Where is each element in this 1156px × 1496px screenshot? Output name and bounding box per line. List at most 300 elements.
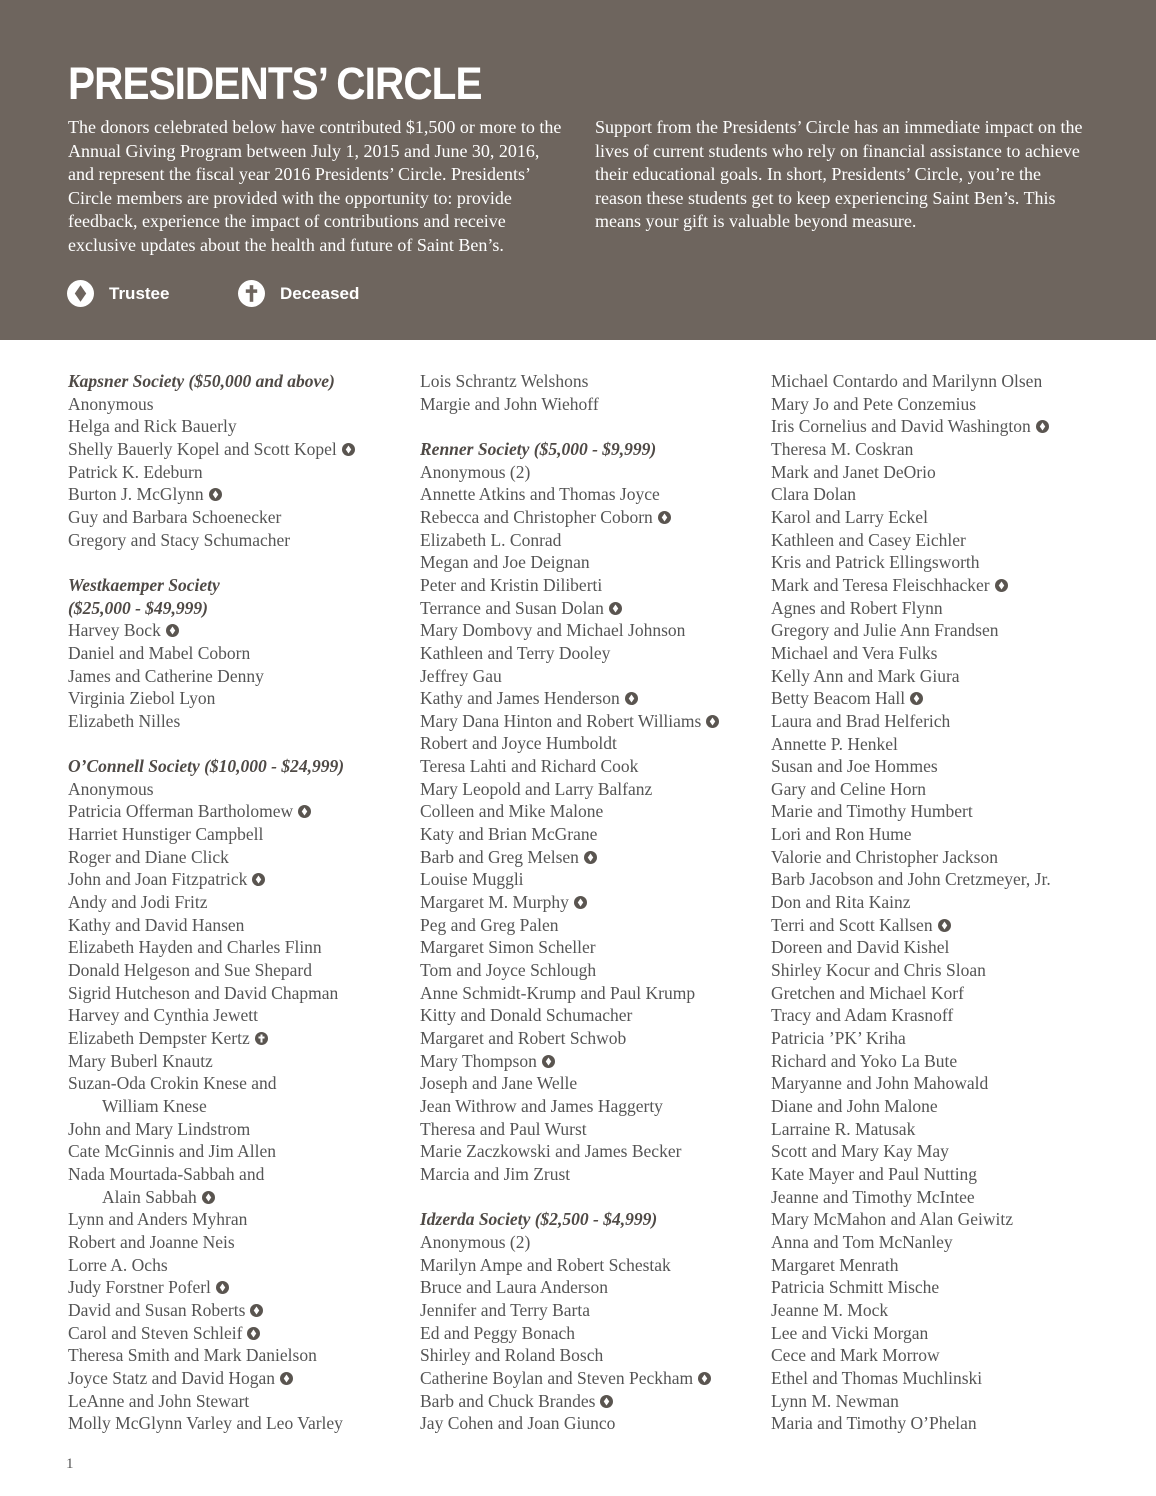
donor-name-text: William Knese bbox=[102, 1095, 207, 1116]
donor-name-text: Peg and Greg Palen bbox=[420, 914, 559, 935]
donor-name-text: Terri and Scott Kallsen bbox=[771, 914, 933, 935]
donor-name bbox=[68, 868, 408, 891]
trustee-diamond-icon bbox=[706, 715, 719, 728]
donor-name bbox=[68, 461, 408, 484]
donor-name-text: Mary Dana Hinton and Robert Williams bbox=[420, 710, 702, 731]
donor-name-text: Lynn and Anders Myhran bbox=[68, 1209, 248, 1230]
donor-name bbox=[420, 823, 760, 846]
donor-name bbox=[68, 823, 408, 846]
donor-name-text: Alain Sabbah bbox=[102, 1186, 197, 1207]
donor-name-text: Laura and Brad Helferich bbox=[771, 710, 951, 731]
donor-name-text: Michael Contardo and Marilynn Olsen bbox=[771, 371, 1043, 391]
donor-name bbox=[771, 936, 1121, 959]
donor-name bbox=[420, 529, 760, 552]
society-heading-text: Renner Society ($5,000 - $9,999) bbox=[420, 438, 657, 459]
donor-name-text: Anonymous bbox=[68, 393, 154, 414]
donor-name-text: Mary Leopold and Larry Balfanz bbox=[420, 778, 653, 799]
donor-name-text: Tom and Joyce Schlough bbox=[420, 960, 597, 981]
donor-name bbox=[68, 1412, 408, 1435]
donor-name bbox=[771, 1004, 1121, 1027]
donor-name-text: Annette Atkins and Thomas Joyce bbox=[420, 484, 660, 505]
donor-name-text: Shirley Kocur and Chris Sloan bbox=[771, 960, 986, 981]
donor-name-text: Kathy and James Henderson bbox=[420, 688, 620, 709]
donor-name-text: Louise Muggli bbox=[420, 869, 524, 890]
donor-name bbox=[68, 1367, 408, 1390]
donor-name-text: Jeffrey Gau bbox=[420, 665, 502, 686]
donor-name bbox=[771, 1367, 1121, 1390]
donor-name-text: Kitty and Donald Schumacher bbox=[420, 1005, 633, 1026]
donor-name-text: Daniel and Mabel Coborn bbox=[68, 642, 251, 663]
donor-name bbox=[420, 1390, 760, 1413]
donor-name-text: Kate Mayer and Paul Nutting bbox=[771, 1163, 978, 1184]
donor-name bbox=[68, 710, 408, 733]
donor-name-text: Gregory and Julie Ann Frandsen bbox=[771, 620, 999, 641]
donor-name bbox=[771, 959, 1121, 982]
donor-name bbox=[68, 959, 408, 982]
donor-name bbox=[771, 823, 1121, 846]
donor-name bbox=[420, 1322, 760, 1345]
donor-name-text: Helga and Rick Bauerly bbox=[68, 416, 237, 437]
donor-name bbox=[420, 1412, 760, 1435]
donor-name-text: Mary Jo and Pete Conzemius bbox=[771, 393, 977, 414]
donor-name bbox=[771, 574, 1121, 597]
donor-name bbox=[771, 461, 1121, 484]
donor-name-text: Elizabeth L. Conrad bbox=[420, 529, 562, 550]
donor-name bbox=[771, 1186, 1121, 1209]
section-gap bbox=[68, 551, 408, 574]
donor-name bbox=[420, 642, 760, 665]
trustee-diamond-icon bbox=[1036, 420, 1049, 433]
donor-name-text: Colleen and Mike Malone bbox=[420, 801, 604, 822]
donor-name-text: Jeanne M. Mock bbox=[771, 1299, 889, 1320]
donor-name bbox=[420, 1140, 760, 1163]
donor-name bbox=[420, 778, 760, 801]
donor-name bbox=[771, 891, 1121, 914]
donor-name bbox=[771, 755, 1121, 778]
trustee-diamond-icon bbox=[609, 602, 622, 615]
donor-name bbox=[68, 1140, 408, 1163]
donor-name bbox=[771, 710, 1121, 733]
donor-name-text: Margaret Simon Scheller bbox=[420, 937, 596, 958]
donor-name bbox=[771, 642, 1121, 665]
donor-name bbox=[771, 1095, 1121, 1118]
donor-name bbox=[771, 1344, 1121, 1367]
donor-name bbox=[771, 914, 1121, 937]
donor-name-text: Kathleen and Terry Dooley bbox=[420, 642, 611, 663]
donor-name bbox=[420, 687, 760, 710]
donor-name bbox=[771, 529, 1121, 552]
donor-name-text: Doreen and David Kishel bbox=[771, 937, 950, 958]
donor-name-text: Elizabeth Dempster Kertz bbox=[68, 1028, 250, 1048]
donor-name-text: Elizabeth Hayden and Charles Flinn bbox=[68, 937, 322, 958]
donor-name bbox=[771, 1322, 1121, 1345]
society-heading-text: Westkaemper Society bbox=[68, 574, 220, 595]
section-gap bbox=[420, 415, 760, 438]
donor-name bbox=[771, 846, 1121, 869]
donor-name bbox=[68, 687, 408, 710]
donor-name bbox=[420, 1050, 760, 1073]
donor-name bbox=[771, 1072, 1121, 1095]
donor-name bbox=[68, 1118, 408, 1141]
donor-name bbox=[420, 393, 760, 416]
donor-name bbox=[420, 1027, 760, 1050]
donor-name-text: Catherine Boylan and Steven Peckham bbox=[420, 1367, 694, 1388]
intro-paragraph-left: The donors celebrated below have contributed $1,500 or more to the Annual Giving Program between July 1, 2015 and June 30, 2016, and represent the fiscal year 2016 Presidents’ Circle. Presidents’ Circle members are provided with the opportunity to: provide feedback, experience the impact of contributions and receive exclusive updates about the health and future of Saint Ben’s. bbox=[68, 117, 562, 255]
trustee-diamond-icon bbox=[216, 1281, 229, 1294]
donor-name bbox=[420, 936, 760, 959]
donor-name-text: Anonymous (2) bbox=[420, 1231, 531, 1252]
society-heading bbox=[68, 574, 408, 597]
donor-name-text: Larraine R. Matusak bbox=[771, 1118, 916, 1139]
donor-name-text: Marie Zaczkowski and James Becker bbox=[420, 1141, 682, 1162]
donor-name bbox=[420, 800, 760, 823]
trustee-diamond-icon bbox=[252, 873, 265, 886]
donor-name-text: Gary and Celine Horn bbox=[771, 778, 927, 799]
donor-name-text: Robert and Joanne Neis bbox=[68, 1231, 235, 1252]
header-banner bbox=[0, 0, 1156, 340]
donor-name bbox=[771, 1050, 1121, 1073]
donor-name bbox=[420, 551, 760, 574]
donor-name-text: Peter and Kristin Diliberti bbox=[420, 574, 603, 595]
donor-name bbox=[771, 597, 1121, 620]
donor-name bbox=[771, 982, 1121, 1005]
donor-name bbox=[771, 1027, 1121, 1050]
trustee-diamond-icon bbox=[247, 1327, 260, 1340]
donor-name-text: Mary McMahon and Alan Geiwitz bbox=[771, 1209, 1014, 1230]
donor-name bbox=[68, 1095, 408, 1118]
donor-name bbox=[68, 529, 408, 552]
donor-name bbox=[420, 1367, 760, 1390]
society-heading bbox=[68, 597, 408, 620]
donor-name bbox=[420, 1344, 760, 1367]
donor-name bbox=[420, 1095, 760, 1118]
donor-name bbox=[420, 619, 760, 642]
donor-name-text: Virginia Ziebol Lyon bbox=[68, 688, 216, 709]
donor-name-text: Cate McGinnis and Jim Allen bbox=[68, 1141, 277, 1162]
donor-name bbox=[420, 914, 760, 937]
donor-name bbox=[420, 959, 760, 982]
donor-name bbox=[68, 1027, 408, 1050]
trustee-diamond-icon bbox=[67, 280, 94, 307]
donor-name-text: Valorie and Christopher Jackson bbox=[771, 846, 998, 867]
donor-name-text: Ethel and Thomas Muchlinski bbox=[771, 1367, 983, 1388]
donor-name bbox=[420, 1231, 760, 1254]
donor-name-text: Maryanne and John Mahowald bbox=[771, 1073, 989, 1094]
legend-deceased bbox=[238, 280, 359, 307]
trustee-diamond-icon bbox=[995, 579, 1008, 592]
donor-name-text: Margaret and Robert Schwob bbox=[420, 1028, 627, 1049]
page-title: PRESIDENTS’ CIRCLE bbox=[68, 58, 482, 109]
donor-name-text: Barb and Greg Melsen bbox=[420, 846, 579, 867]
donor-name bbox=[771, 483, 1121, 506]
donor-name bbox=[771, 506, 1121, 529]
donor-name-text: Guy and Barbara Schoenecker bbox=[68, 506, 282, 527]
donor-name-text: Sigrid Hutcheson and David Chapman bbox=[68, 982, 339, 1003]
donor-name bbox=[420, 597, 760, 620]
donor-name-text: Scott and Mary Kay May bbox=[771, 1141, 949, 1162]
donor-name bbox=[420, 370, 760, 393]
donor-name-text: Mark and Teresa Fleischhacker bbox=[771, 574, 990, 595]
donor-name bbox=[68, 506, 408, 529]
donor-name-text: Ed and Peggy Bonach bbox=[420, 1322, 576, 1343]
donor-name bbox=[68, 483, 408, 506]
donor-name bbox=[68, 936, 408, 959]
trustee-diamond-icon bbox=[910, 692, 923, 705]
legend-trustee-label: Trustee bbox=[109, 283, 170, 303]
donor-name bbox=[68, 619, 408, 642]
trustee-diamond-icon bbox=[298, 805, 311, 818]
society-heading-text: ($25,000 - $49,999) bbox=[68, 597, 208, 618]
donor-name-text: Susan and Joe Hommes bbox=[771, 756, 938, 777]
donor-name-text: Nada Mourtada-Sabbah and bbox=[68, 1163, 265, 1184]
donor-name bbox=[771, 733, 1121, 756]
donor-name-text: Patricia Offerman Bartholomew bbox=[68, 801, 294, 822]
deceased-cross-icon bbox=[255, 1032, 268, 1045]
donor-name bbox=[68, 778, 408, 801]
donor-name bbox=[771, 1299, 1121, 1322]
donor-name-text: Joyce Statz and David Hogan bbox=[68, 1367, 276, 1388]
donor-name-text: David and Susan Roberts bbox=[68, 1299, 246, 1320]
trustee-diamond-icon bbox=[658, 511, 671, 524]
trustee-diamond-icon bbox=[542, 1055, 555, 1068]
donor-name bbox=[771, 800, 1121, 823]
donor-name bbox=[771, 370, 1121, 393]
donor-name bbox=[771, 1254, 1121, 1277]
donor-name bbox=[420, 483, 760, 506]
donor-name bbox=[420, 710, 760, 733]
donor-name bbox=[420, 1163, 760, 1186]
donor-name bbox=[420, 1299, 760, 1322]
donor-name bbox=[420, 891, 760, 914]
donor-name-text: Barb Jacobson and John Cretzmeyer, Jr. bbox=[771, 869, 1051, 890]
donor-name bbox=[771, 1390, 1121, 1413]
donor-name bbox=[771, 393, 1121, 416]
donor-name bbox=[420, 1118, 760, 1141]
donor-name bbox=[68, 1004, 408, 1027]
donor-name-text: Marcia and Jim Zrust bbox=[420, 1163, 571, 1184]
donor-name-text: Mary Thompson bbox=[420, 1050, 537, 1071]
donor-name-text: Kelly Ann and Mark Giura bbox=[771, 665, 960, 686]
donor-name-text: Agnes and Robert Flynn bbox=[771, 597, 943, 618]
donor-column-1 bbox=[68, 370, 408, 1435]
donor-name-text: Michael and Vera Fulks bbox=[771, 642, 938, 663]
donor-name-text: Shirley and Roland Bosch bbox=[420, 1345, 604, 1366]
donor-name bbox=[771, 1118, 1121, 1141]
donor-name-text: Margie and John Wiehoff bbox=[420, 393, 599, 414]
donor-name bbox=[771, 1231, 1121, 1254]
donor-name-text: Anonymous (2) bbox=[420, 461, 531, 482]
donor-name bbox=[771, 1140, 1121, 1163]
page-number: 1 bbox=[66, 1456, 74, 1472]
society-heading bbox=[68, 755, 408, 778]
donor-name-text: Burton J. McGlynn bbox=[68, 484, 204, 505]
deceased-cross-icon bbox=[238, 280, 265, 307]
donor-name-text: Carol and Steven Schleif bbox=[68, 1322, 243, 1343]
donor-name-text: Bruce and Laura Anderson bbox=[420, 1277, 609, 1298]
donor-name bbox=[771, 687, 1121, 710]
trustee-diamond-icon bbox=[698, 1372, 711, 1385]
society-heading-text: O’Connell Society ($10,000 - $24,999) bbox=[68, 756, 345, 777]
donor-name bbox=[771, 778, 1121, 801]
donor-name bbox=[68, 1231, 408, 1254]
donor-name-text: Anna and Tom McNanley bbox=[771, 1231, 953, 1252]
donor-name bbox=[68, 1299, 408, 1322]
donor-name bbox=[420, 868, 760, 891]
donor-name-text: Margaret M. Murphy bbox=[420, 892, 569, 913]
donor-name-text: Lorre A. Ochs bbox=[68, 1254, 168, 1275]
donor-name bbox=[420, 461, 760, 484]
donor-name-text: Annette P. Henkel bbox=[771, 733, 898, 754]
donor-name bbox=[68, 665, 408, 688]
society-heading bbox=[420, 1208, 760, 1231]
donor-name-text: Mary Dombovy and Michael Johnson bbox=[420, 620, 686, 641]
donor-name-text: Kathy and David Hansen bbox=[68, 914, 245, 935]
donor-name-text: Barb and Chuck Brandes bbox=[420, 1390, 596, 1411]
donor-name bbox=[420, 1072, 760, 1095]
donor-name bbox=[420, 1254, 760, 1277]
donor-name-text: Gretchen and Michael Korf bbox=[771, 982, 964, 1003]
trustee-diamond-icon bbox=[625, 692, 638, 705]
donor-name bbox=[68, 1050, 408, 1073]
donor-name-text: Roger and Diane Click bbox=[68, 846, 229, 867]
donor-name-text: Gregory and Stacy Schumacher bbox=[68, 529, 291, 550]
donor-name-text: Kathleen and Casey Eichler bbox=[771, 529, 966, 550]
society-heading-text: Idzerda Society ($2,500 - $4,999) bbox=[420, 1209, 658, 1230]
donor-name bbox=[420, 574, 760, 597]
donor-name bbox=[68, 914, 408, 937]
donor-name bbox=[68, 1254, 408, 1277]
donor-name-text: Elizabeth Nilles bbox=[68, 710, 181, 731]
society-heading-text: Kapsner Society ($50,000 and above) bbox=[68, 371, 335, 391]
society-heading bbox=[420, 438, 760, 461]
donor-name bbox=[68, 1390, 408, 1413]
society-heading bbox=[68, 370, 408, 393]
donor-name-text: Iris Cornelius and David Washington bbox=[771, 416, 1031, 437]
donor-name-text: Robert and Joyce Humboldt bbox=[420, 733, 617, 754]
donor-name bbox=[420, 982, 760, 1005]
donor-name-text: Anonymous bbox=[68, 778, 154, 799]
donor-name-text: Harvey Bock bbox=[68, 620, 161, 641]
donor-name-text: Diane and John Malone bbox=[771, 1096, 938, 1116]
donor-name bbox=[771, 1163, 1121, 1186]
donor-name bbox=[771, 1276, 1121, 1299]
donor-name bbox=[68, 891, 408, 914]
donor-name-text: Donald Helgeson and Sue Shepard bbox=[68, 960, 312, 981]
donor-name-text: Rebecca and Christopher Coborn bbox=[420, 506, 653, 527]
donor-name bbox=[771, 619, 1121, 642]
donor-name-text: Molly McGlynn Varley and Leo Varley bbox=[68, 1413, 343, 1434]
donor-name-text: John and Mary Lindstrom bbox=[68, 1118, 251, 1139]
donor-name-text: Judy Forstner Poferl bbox=[68, 1277, 211, 1298]
donor-name bbox=[771, 1412, 1121, 1435]
donor-name bbox=[68, 1186, 408, 1209]
donor-name bbox=[68, 1208, 408, 1231]
donor-name-text: Jennifer and Terry Barta bbox=[420, 1299, 590, 1320]
donor-name-text: Anne Schmidt-Krump and Paul Krump bbox=[420, 982, 696, 1003]
donor-name-text: Karol and Larry Eckel bbox=[771, 506, 928, 527]
donor-name bbox=[420, 506, 760, 529]
intro-paragraph-right: Support from the Presidents’ Circle has an immediate impact on the lives of current students who rely on financial assistance to achieve their educational goals. In short, Presidents’ Circle, you’re the reason these students get to keep experiencing Saint Ben’s. This means your gift is valuable beyond measure. bbox=[595, 117, 1083, 231]
donor-column-3 bbox=[771, 370, 1121, 1435]
trustee-diamond-icon bbox=[280, 1372, 293, 1385]
donor-name-text: Don and Rita Kainz bbox=[771, 892, 911, 913]
donor-name-text: Betty Beacom Hall bbox=[771, 688, 906, 709]
donor-name bbox=[420, 1276, 760, 1299]
donor-name bbox=[68, 393, 408, 416]
donor-name-text: Teresa Lahti and Richard Cook bbox=[420, 756, 639, 777]
donor-name-text: Lori and Ron Hume bbox=[771, 824, 912, 845]
trustee-diamond-icon bbox=[584, 851, 597, 864]
donor-name-text: Mary Buberl Knautz bbox=[68, 1050, 213, 1071]
donor-name-text: Jay Cohen and Joan Giunco bbox=[420, 1413, 616, 1434]
donor-name-text: Maria and Timothy O’Phelan bbox=[771, 1413, 977, 1434]
donor-name-text: Shelly Bauerly Kopel and Scott Kopel bbox=[68, 438, 337, 459]
donor-name bbox=[68, 800, 408, 823]
donor-name bbox=[771, 551, 1121, 574]
section-gap bbox=[68, 732, 408, 755]
donor-name-text: Patrick K. Edeburn bbox=[68, 461, 203, 482]
donor-name-text: Marie and Timothy Humbert bbox=[771, 801, 973, 822]
donor-name-text: James and Catherine Denny bbox=[68, 665, 264, 686]
donor-name bbox=[68, 1322, 408, 1345]
donor-column-2 bbox=[420, 370, 760, 1435]
donor-name-text: Andy and Jodi Fritz bbox=[68, 892, 208, 913]
donor-name-text: Lois Schrantz Welshons bbox=[420, 371, 589, 391]
donor-name bbox=[68, 1163, 408, 1186]
donor-name bbox=[420, 1004, 760, 1027]
donor-name bbox=[420, 755, 760, 778]
donor-name-text: Patricia ’PK’ Kriha bbox=[771, 1028, 906, 1049]
donor-name bbox=[68, 1072, 408, 1095]
donor-name-text: Clara Dolan bbox=[771, 484, 857, 505]
donor-name bbox=[771, 868, 1121, 891]
donor-name-text: Suzan-Oda Crokin Knese and bbox=[68, 1073, 277, 1094]
donor-name-text: Lynn M. Newman bbox=[771, 1390, 899, 1411]
donor-name bbox=[771, 438, 1121, 461]
donor-name-text: Tracy and Adam Krasnoff bbox=[771, 1005, 954, 1026]
trustee-diamond-icon bbox=[202, 1191, 215, 1204]
trustee-diamond-icon bbox=[342, 443, 355, 456]
donor-name-text: Theresa and Paul Wurst bbox=[420, 1118, 587, 1139]
donor-name-text: Jeanne and Timothy McIntee bbox=[771, 1186, 975, 1207]
donor-name bbox=[771, 1208, 1121, 1231]
legend-deceased-label: Deceased bbox=[280, 283, 360, 303]
legend-trustee bbox=[67, 280, 169, 307]
donor-name bbox=[68, 1276, 408, 1299]
trustee-diamond-icon bbox=[574, 896, 587, 909]
donor-name-text: John and Joan Fitzpatrick bbox=[68, 869, 248, 890]
donor-name-text: Lee and Vicki Morgan bbox=[771, 1322, 929, 1343]
donor-name bbox=[68, 982, 408, 1005]
donor-name-text: Joseph and Jane Welle bbox=[420, 1073, 578, 1094]
donor-name-text: Jean Withrow and James Haggerty bbox=[420, 1095, 663, 1116]
donor-name-text: Harvey and Cynthia Jewett bbox=[68, 1005, 259, 1026]
trustee-diamond-icon bbox=[600, 1395, 613, 1408]
donor-name-text: Theresa M. Coskran bbox=[771, 438, 914, 459]
donor-name bbox=[68, 415, 408, 438]
trustee-diamond-icon bbox=[250, 1304, 263, 1317]
donor-name-text: Katy and Brian McGrane bbox=[420, 824, 598, 845]
donor-name-text: Terrance and Susan Dolan bbox=[420, 597, 604, 618]
donor-name-text: Margaret Menrath bbox=[771, 1254, 899, 1275]
donor-name-text: Mark and Janet DeOrio bbox=[771, 461, 936, 482]
donor-name-text: Patricia Schmitt Mische bbox=[771, 1277, 940, 1298]
donor-name-text: Cece and Mark Morrow bbox=[771, 1345, 940, 1366]
donor-name bbox=[771, 665, 1121, 688]
trustee-diamond-icon bbox=[209, 488, 222, 501]
donor-name-text: Kris and Patrick Ellingsworth bbox=[771, 552, 980, 573]
donor-name bbox=[68, 846, 408, 869]
